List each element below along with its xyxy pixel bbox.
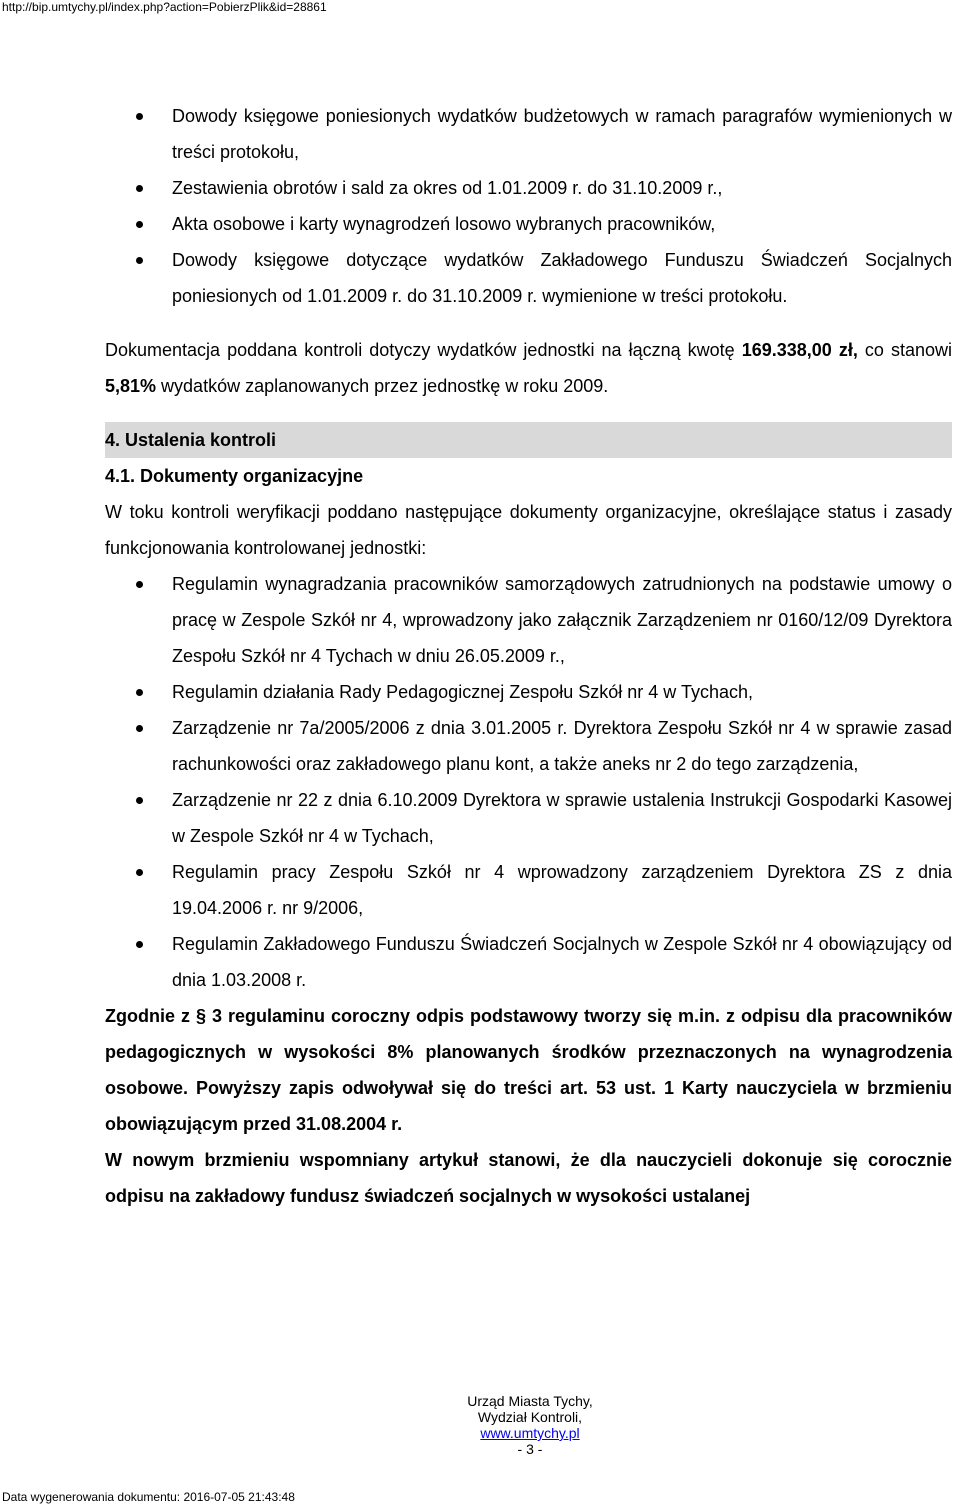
page-footer — [0, 1393, 960, 1457]
section-heading: 4. Ustalenia kontroli — [105, 422, 952, 458]
documentation-summary: Dokumentacja poddana kontroli dotyczy wydatków jednostki na łączną kwotę 169.338,00 zł, co stanowi 5,81% wydatków zaplanowanych przez jednostkę w roku 2009. — [105, 340, 953, 396]
total-amount: 169.338,00 zł, — [741, 340, 858, 360]
intro-paragraph: W toku kontroli weryfikacji poddano następujące dokumenty organizacyjne, określające status i zasady funkcjonowania kontrolowanej jednostki: — [105, 502, 952, 558]
regulation-paragraph: Zgodnie z § 3 regulaminu coroczny odpis podstawowy tworzy się m.in. z odpisu dla pracowników pedagogicznych w wysokości 8% planowanych środków przeznaczonych na wynagrodzenia osobowe. Powyższy zapis odwoływał się do treści art. 53 ust. 1 Karty nauczyciela w brzmieniu obowiązującym przed 31.08.2004 r. — [105, 1006, 952, 1134]
source-url: http://bip.umtychy.pl/index.php?action=PobierzPlik&id=28861 — [2, 0, 327, 14]
list-item: Zestawienia obrotów i sald za okres od 1.01.2009 r. do 31.10.2009 r., — [105, 170, 952, 206]
generation-date: Data wygenerowania dokumentu: 2016-07-05 21:43:48 — [2, 1490, 295, 1504]
list-item: Zarządzenie nr 7a/2005/2006 z dnia 3.01.2005 r. Dyrektora Zespołu Szkół nr 4 w sprawie zasad rachunkowości oraz zakładowego planu kont, a także aneks nr 2 do tego zarządzenia, — [105, 710, 952, 782]
footer-department: Wydział Kontroli, — [477, 1409, 583, 1425]
list-item: Regulamin wynagradzania pracowników samorządowych zatrudnionych na podstawie umowy o pracę w Zespole Szkół nr 4, wprowadzony jako załącznik Zarządzeniem nr 0160/12/09 Dyrektora Zespołu Szkół nr 4 Tychach w dniu 26.05.2009 r., — [105, 566, 952, 674]
subsection-heading: 4.1. Dokumenty organizacyjne — [105, 466, 364, 486]
bullet-icon — [136, 221, 143, 228]
bullet-icon — [136, 869, 143, 876]
bullet-icon — [136, 581, 143, 588]
percent-value: 5,81% — [105, 376, 157, 396]
list-item: Akta osobowe i karty wynagrodzeń losowo wybranych pracowników, — [105, 206, 952, 242]
list-item: Regulamin działania Rady Pedagogicznej Zespołu Szkół nr 4 w Tychach, — [105, 674, 952, 710]
footer-website-link[interactable]: www.umtychy.pl — [480, 1425, 580, 1441]
bullet-icon — [136, 689, 143, 696]
bullet-icon — [136, 113, 143, 120]
bullet-icon — [136, 185, 143, 192]
list-item: Regulamin pracy Zespołu Szkół nr 4 wprowadzony zarządzeniem Dyrektora ZS z dnia 19.04.2006 r. nr 9/2006, — [105, 854, 952, 926]
page-number: - 3 - — [517, 1441, 543, 1457]
documents-list — [105, 566, 952, 998]
footer-office: Urząd Miasta Tychy, — [467, 1393, 593, 1409]
bullet-icon — [136, 941, 143, 948]
list-item: Zarządzenie nr 22 z dnia 6.10.2009 Dyrektora w sprawie ustalenia Instrukcji Gospodarki Kasowej w Zespole Szkół nr 4 w Tychach, — [105, 782, 952, 854]
bullet-icon — [136, 725, 143, 732]
list-item: Dowody księgowe poniesionych wydatków budżetowych w ramach paragrafów wymienionych w treści protokołu, — [105, 98, 952, 170]
bullet-icon — [136, 257, 143, 264]
new-wording-paragraph: W nowym brzmieniu wspomniany artykuł stanowi, że dla nauczycieli dokonuje się corocznie odpisu na zakładowy fundusz świadczeń socjalnych w wysokości ustalanej — [105, 1150, 952, 1206]
evidence-list — [105, 98, 952, 314]
list-item: Dowody księgowe dotyczące wydatków Zakładowego Funduszu Świadczeń Socjalnych poniesionych od 1.01.2009 r. do 31.10.2009 r. wymienione w treści protokołu. — [105, 242, 952, 314]
document-page — [105, 98, 952, 1214]
list-item: Regulamin Zakładowego Funduszu Świadczeń Socjalnych w Zespole Szkół nr 4 obowiązujący od dnia 1.03.2008 r. — [105, 926, 952, 998]
bullet-icon — [136, 797, 143, 804]
